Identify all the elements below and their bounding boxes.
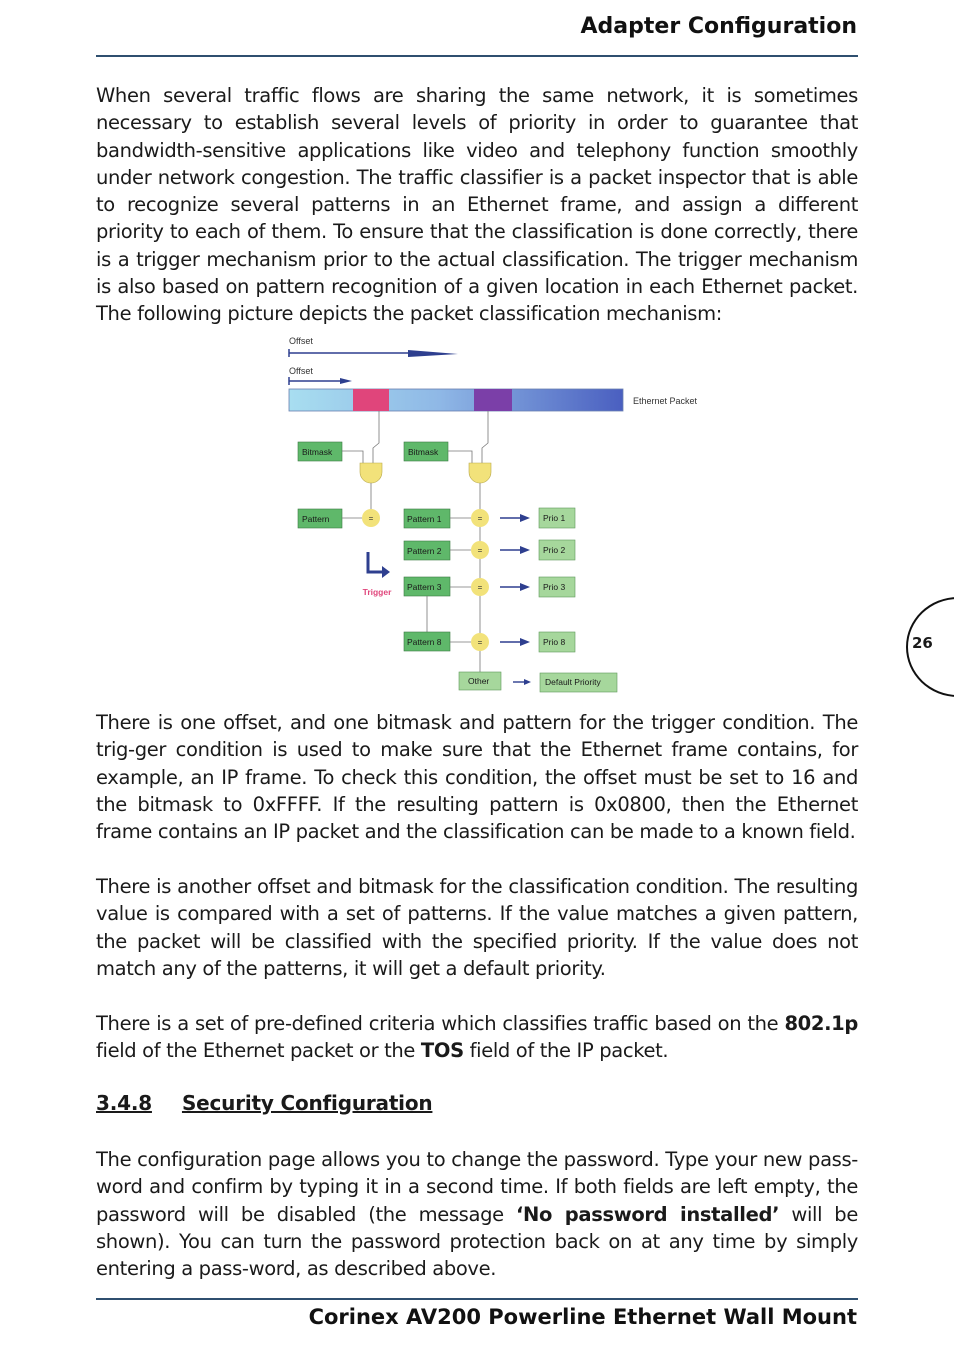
running-header: Adapter Configuration [580, 14, 857, 39]
field-8021p: 802.1p [784, 1012, 858, 1035]
offset-label-1: Offset [289, 336, 313, 346]
prio-arrowhead-2 [520, 546, 530, 554]
pattern-row-3 [404, 577, 575, 597]
trigger-and-gate [360, 463, 382, 483]
class-and-gate [469, 463, 491, 483]
other-label: Other [468, 676, 490, 686]
class-connector [482, 411, 488, 463]
trigger-field [353, 389, 389, 411]
offset-label-2: Offset [289, 366, 313, 376]
trigger-pattern-label: Pattern [302, 514, 330, 524]
compare-symbol-2: = [477, 546, 483, 555]
prio-label-3: Prio 3 [543, 582, 566, 592]
prio-arrowhead-8 [520, 638, 530, 646]
security-text-1: The configuration page allows you to change the password. Type your new pass-word and confirm by typing it in a second time. If both fields are left empty, the password will be disabled (the message [96, 1148, 858, 1226]
running-footer: Corinex AV200 Powerline Ethernet Wall Mount [308, 1305, 857, 1329]
compare-symbol-8: = [477, 638, 483, 647]
section-title: Security Configuration [181, 1091, 433, 1115]
pattern-row-1 [404, 508, 575, 528]
section-number: 3.4.8 [96, 1091, 152, 1115]
trigger-bitmask-wire [342, 451, 363, 463]
footer-rule [96, 1298, 858, 1300]
section-heading [96, 1091, 432, 1115]
security-paragraph [96, 1146, 858, 1282]
intro-paragraph: When several traffic flows are sharing the same network, it is sometimes necessary to establish several levels of priority in order to guarantee that bandwidth-sensitive applications like video and telephony function smoothly under network congestion. The traffic classifier is a packet inspector that is able to recognize several patterns in an Ethernet frame, and assign a different priority to each of them. To ensure that the classification is done correctly, there is a trigger mechanism prior to the actual classification. The trigger mechanism is also based on pattern recognition of a given location in each Ethernet packet. The following picture depicts the packet classification mechanism: [96, 84, 858, 326]
offset-arrowhead-2 [340, 378, 352, 384]
prio-arrowhead-3 [520, 583, 530, 591]
page-number: 26 [912, 634, 933, 652]
default-priority-label: Default Priority [545, 677, 601, 687]
compare-symbol-1: = [477, 514, 483, 523]
predefined-text-3: field of the IP packet. [463, 1039, 669, 1063]
classification-paragraph: There is another offset and bitmask for the classification condition. The resulting value is compared with a set of patterns. If the value matches a given pattern, the packet will be classified with the specified priority. If the value does not match any of the patterns, it will get a default priority. [96, 875, 858, 980]
trigger-arrow [368, 552, 384, 572]
trigger-connector [373, 411, 379, 463]
pattern-label-8: Pattern 8 [407, 637, 442, 647]
prio-arrowhead-1 [520, 514, 530, 522]
offset-arrowhead-1 [408, 350, 458, 357]
trigger-compare-symbol: = [368, 514, 374, 523]
ethernet-packet-label: Ethernet Packet [633, 396, 698, 406]
class-bitmask-wire [448, 451, 472, 463]
field-tos: TOS [420, 1039, 464, 1063]
pattern-row-2 [404, 540, 575, 560]
pattern-label-3: Pattern 3 [407, 582, 442, 592]
default-arrowhead [524, 679, 531, 685]
prio-label-2: Prio 2 [543, 545, 566, 555]
trigger-paragraph: There is one offset, and one bitmask and pattern for the trigger condition. The trig-ger condition is used to make sure that the Ethernet frame contains, for example, an IP frame. To check this condition, the offset must be set to 16 and the bitmask to 0xFFFF. If the resulting pattern is 0x0800, then the Ethernet frame contains an IP packet and the classification can be made to a known field. [96, 711, 858, 844]
pattern-label-2: Pattern 2 [407, 546, 442, 556]
prio-label-1: Prio 1 [543, 513, 566, 523]
classification-diagram [280, 330, 720, 700]
no-password-message: ‘No password installed’ [515, 1202, 780, 1226]
predefined-text-1: There is a set of pre-defined criteria which classifies traffic based on the [96, 1012, 785, 1035]
prio-label-8: Prio 8 [543, 637, 566, 647]
class-bitmask-label: Bitmask [408, 447, 439, 457]
trigger-arrowhead [382, 566, 390, 578]
trigger-label: Trigger [362, 587, 392, 597]
pattern-row-8 [404, 632, 575, 652]
predefined-criteria-paragraph [96, 1010, 858, 1065]
classification-field [474, 389, 512, 411]
header-rule [96, 55, 858, 57]
pattern-label-1: Pattern 1 [407, 514, 442, 524]
compare-symbol-3: = [477, 583, 483, 592]
predefined-text-2: field of the Ethernet packet or the [96, 1039, 421, 1063]
security-text-2: will be shown). You can turn the password protection back on at any time by simply entering a pass-word, as described above. [96, 1202, 858, 1281]
ethernet-packet-bar [289, 389, 623, 411]
trigger-bitmask-label: Bitmask [302, 447, 333, 457]
